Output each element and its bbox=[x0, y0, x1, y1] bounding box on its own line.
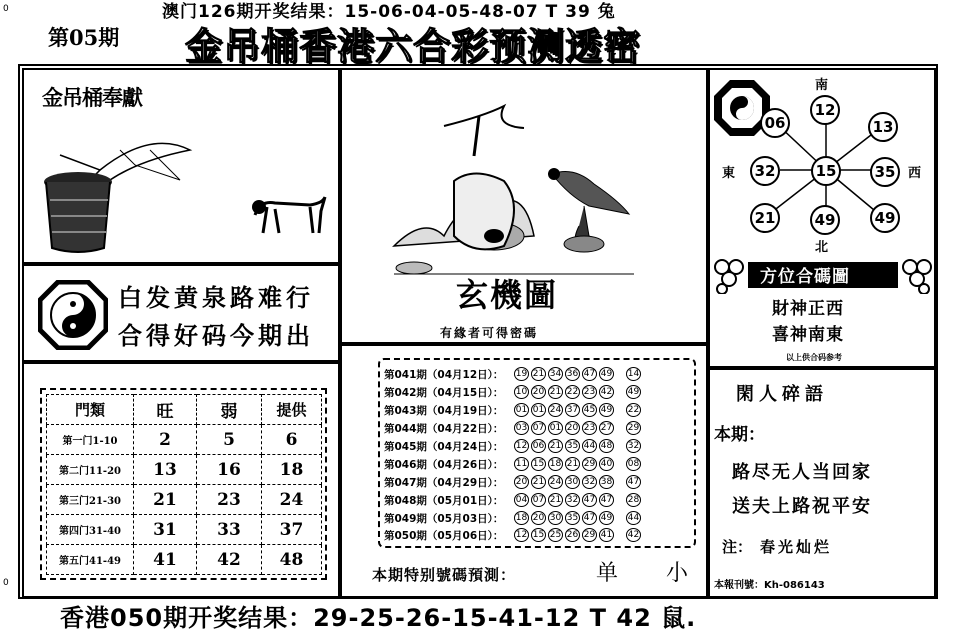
cell-tigong: 24 bbox=[262, 485, 322, 515]
special-ball: 08 bbox=[627, 459, 640, 469]
history-period: 第046期（04月26日）： bbox=[384, 458, 504, 471]
cell-ruo: 42 bbox=[197, 545, 262, 575]
history-row bbox=[384, 402, 641, 418]
row-label: 第二门11-20 bbox=[47, 455, 134, 485]
cell-wang: 21 bbox=[134, 485, 197, 515]
row-label: 第三门21-30 bbox=[47, 485, 134, 515]
riddle-note-label: 注： bbox=[722, 538, 753, 556]
number-ball: 21 bbox=[549, 441, 562, 451]
history-period: 第042期（04月15日）： bbox=[384, 386, 504, 399]
history-period: 第043期（04月19日）： bbox=[384, 404, 504, 417]
number-ball: 41 bbox=[600, 530, 613, 540]
cell-ruo: 33 bbox=[197, 515, 262, 545]
door-table bbox=[46, 394, 322, 575]
history-period: 第048期（05月01日）： bbox=[384, 494, 504, 507]
cell-wang: 13 bbox=[134, 455, 197, 485]
compass-number: 32 bbox=[750, 156, 780, 186]
direction-line-2: 喜神南東 bbox=[772, 325, 844, 345]
number-ball: 47 bbox=[583, 369, 596, 379]
number-ball: 04 bbox=[515, 495, 528, 505]
left-top-caption: 金吊桶奉獻 bbox=[42, 86, 142, 110]
number-ball: 20 bbox=[532, 513, 545, 523]
riddle-line-1: 路尽无人当回家 bbox=[732, 462, 872, 483]
direction-line-1: 財神正西 bbox=[772, 299, 844, 319]
history-row bbox=[384, 492, 641, 508]
number-ball: 29 bbox=[583, 530, 596, 540]
compass-number: 21 bbox=[750, 203, 780, 233]
corner-mark: 0 bbox=[3, 4, 9, 14]
mystery-illustration bbox=[384, 96, 644, 276]
special-ball: 32 bbox=[627, 441, 640, 451]
special-ball: 47 bbox=[627, 477, 640, 487]
number-ball: 15 bbox=[532, 530, 545, 540]
history-row bbox=[384, 420, 641, 436]
number-ball: 30 bbox=[566, 477, 579, 487]
history-row bbox=[384, 474, 641, 490]
number-ball: 23 bbox=[583, 387, 596, 397]
number-ball: 34 bbox=[549, 369, 562, 379]
special-ball: 44 bbox=[627, 513, 640, 523]
riddle-title: 閑人碎語 bbox=[736, 384, 828, 405]
number-ball: 07 bbox=[532, 495, 545, 505]
cell-ruo: 16 bbox=[197, 455, 262, 485]
special-ball: 22 bbox=[627, 405, 640, 415]
page-title: 金吊桶香港六合彩预测透密 bbox=[185, 25, 641, 68]
history-row bbox=[384, 384, 641, 400]
top-result-text: 澳门126期开奖结果：15-06-04-05-48-07 T 39 兔 bbox=[162, 2, 616, 22]
number-ball: 18 bbox=[549, 459, 562, 469]
yin-yang-icon bbox=[38, 280, 108, 350]
number-ball: 49 bbox=[600, 513, 613, 523]
number-ball: 36 bbox=[566, 369, 579, 379]
bucket-tiger-illustration bbox=[40, 120, 340, 260]
cell-wang: 31 bbox=[134, 515, 197, 545]
row-label: 第一门1-10 bbox=[47, 425, 134, 455]
number-ball: 22 bbox=[566, 387, 579, 397]
number-ball: 47 bbox=[600, 495, 613, 505]
history-period: 第041期（04月12日）： bbox=[384, 368, 504, 381]
history-period: 第045期（04月24日）： bbox=[384, 440, 504, 453]
number-ball: 27 bbox=[600, 423, 613, 433]
history-period: 第050期（05月06日）： bbox=[384, 529, 504, 542]
number-ball: 25 bbox=[549, 530, 562, 540]
cell-ruo: 23 bbox=[197, 485, 262, 515]
cell-wang: 2 bbox=[134, 425, 197, 455]
number-ball: 21 bbox=[549, 387, 562, 397]
compass-south: 南 bbox=[815, 78, 829, 93]
special-ball: 29 bbox=[627, 423, 640, 433]
corner-mark: 0 bbox=[3, 578, 9, 588]
table-header: 門類 bbox=[47, 395, 134, 425]
cell-ruo: 5 bbox=[197, 425, 262, 455]
number-ball: 32 bbox=[583, 477, 596, 487]
special-prediction-label: 本期特别號碼預測： bbox=[372, 566, 517, 584]
special-prediction-odd-even: 单 bbox=[596, 561, 619, 586]
special-prediction-size: 小 bbox=[666, 561, 689, 586]
history-row bbox=[384, 438, 641, 454]
issue-number: 第05期 bbox=[48, 25, 120, 50]
cell-tigong: 6 bbox=[262, 425, 322, 455]
compass-number: 13 bbox=[868, 112, 898, 142]
number-ball: 20 bbox=[566, 423, 579, 433]
cell-tigong: 37 bbox=[262, 515, 322, 545]
history-row bbox=[384, 456, 641, 472]
number-ball: 06 bbox=[532, 441, 545, 451]
number-ball: 42 bbox=[600, 387, 613, 397]
direction-banner: 方位合碼圖 bbox=[760, 267, 850, 287]
history-row bbox=[384, 510, 641, 526]
number-ball: 29 bbox=[583, 459, 596, 469]
number-ball: 37 bbox=[566, 405, 579, 415]
history-period: 第049期（05月03日）： bbox=[384, 512, 504, 525]
mystery-title: 玄機圖 bbox=[456, 276, 559, 314]
number-ball: 32 bbox=[566, 495, 579, 505]
number-ball: 10 bbox=[515, 387, 528, 397]
number-ball: 12 bbox=[515, 530, 528, 540]
number-ball: 40 bbox=[600, 459, 613, 469]
table-header: 弱 bbox=[197, 395, 262, 425]
special-ball: 14 bbox=[627, 369, 640, 379]
history-period: 第044期（04月22日）： bbox=[384, 422, 504, 435]
number-ball: 20 bbox=[515, 477, 528, 487]
riddle-note-text: 春光灿烂 bbox=[760, 538, 833, 556]
number-ball: 01 bbox=[515, 405, 528, 415]
number-ball: 03 bbox=[515, 423, 528, 433]
cell-tigong: 48 bbox=[262, 545, 322, 575]
compass-east: 東 bbox=[722, 166, 736, 181]
riddle-label: 本期： bbox=[714, 425, 765, 445]
number-ball: 30 bbox=[549, 513, 562, 523]
compass-number: 12 bbox=[810, 95, 840, 125]
number-ball: 24 bbox=[549, 477, 562, 487]
cell-tigong: 18 bbox=[262, 455, 322, 485]
number-ball: 01 bbox=[549, 423, 562, 433]
row-label: 第五门41-49 bbox=[47, 545, 134, 575]
number-ball: 12 bbox=[515, 441, 528, 451]
history-row bbox=[384, 366, 641, 382]
compass-center-number: 15 bbox=[811, 156, 841, 186]
number-ball: 21 bbox=[549, 495, 562, 505]
compass-number: 49 bbox=[810, 205, 840, 235]
direction-note: 以上供合码参考 bbox=[786, 353, 842, 362]
number-ball: 45 bbox=[583, 405, 596, 415]
number-ball: 21 bbox=[566, 459, 579, 469]
footer-result: 香港050期开奖结果：29-25-26-15-41-12 T 42 鼠. bbox=[60, 604, 697, 632]
number-ball: 20 bbox=[532, 387, 545, 397]
number-ball: 26 bbox=[566, 530, 579, 540]
table-header: 旺 bbox=[134, 395, 197, 425]
number-ball: 35 bbox=[566, 441, 579, 451]
cell-wang: 41 bbox=[134, 545, 197, 575]
number-ball: 47 bbox=[583, 513, 596, 523]
number-ball: 19 bbox=[515, 369, 528, 379]
number-ball: 24 bbox=[549, 405, 562, 415]
history-period: 第047期（04月29日）： bbox=[384, 476, 504, 489]
number-ball: 18 bbox=[515, 513, 528, 523]
compass-west: 西 bbox=[908, 166, 922, 181]
number-ball: 07 bbox=[532, 423, 545, 433]
number-ball: 01 bbox=[532, 405, 545, 415]
number-ball: 47 bbox=[583, 495, 596, 505]
row-label: 第四门31-40 bbox=[47, 515, 134, 545]
compass-number: 35 bbox=[870, 157, 900, 187]
compass-number: 06 bbox=[760, 108, 790, 138]
number-ball: 23 bbox=[583, 423, 596, 433]
special-ball: 28 bbox=[627, 495, 640, 505]
poem-line-2: 合得好码今期出 bbox=[118, 321, 314, 350]
number-ball: 21 bbox=[532, 477, 545, 487]
poem-line-1: 白发黄泉路难行 bbox=[118, 283, 314, 312]
compass-north: 北 bbox=[815, 240, 829, 255]
number-ball: 49 bbox=[600, 405, 613, 415]
number-ball: 15 bbox=[532, 459, 545, 469]
number-ball: 38 bbox=[600, 477, 613, 487]
table-header: 提供 bbox=[262, 395, 322, 425]
special-ball: 49 bbox=[627, 387, 640, 397]
number-ball: 49 bbox=[600, 369, 613, 379]
mystery-subtitle: 有緣者可得密碼 bbox=[440, 326, 539, 340]
special-ball: 42 bbox=[627, 530, 640, 540]
number-ball: 21 bbox=[532, 369, 545, 379]
number-ball: 11 bbox=[515, 459, 528, 469]
riddle-line-2: 送夫上路祝平安 bbox=[732, 496, 872, 517]
history-row bbox=[384, 527, 641, 543]
number-ball: 35 bbox=[566, 513, 579, 523]
compass-number: 49 bbox=[870, 203, 900, 233]
newspaper-ref: 本報刊號：Kh-086143 bbox=[714, 580, 825, 591]
number-ball: 48 bbox=[600, 441, 613, 451]
number-ball: 44 bbox=[583, 441, 596, 451]
